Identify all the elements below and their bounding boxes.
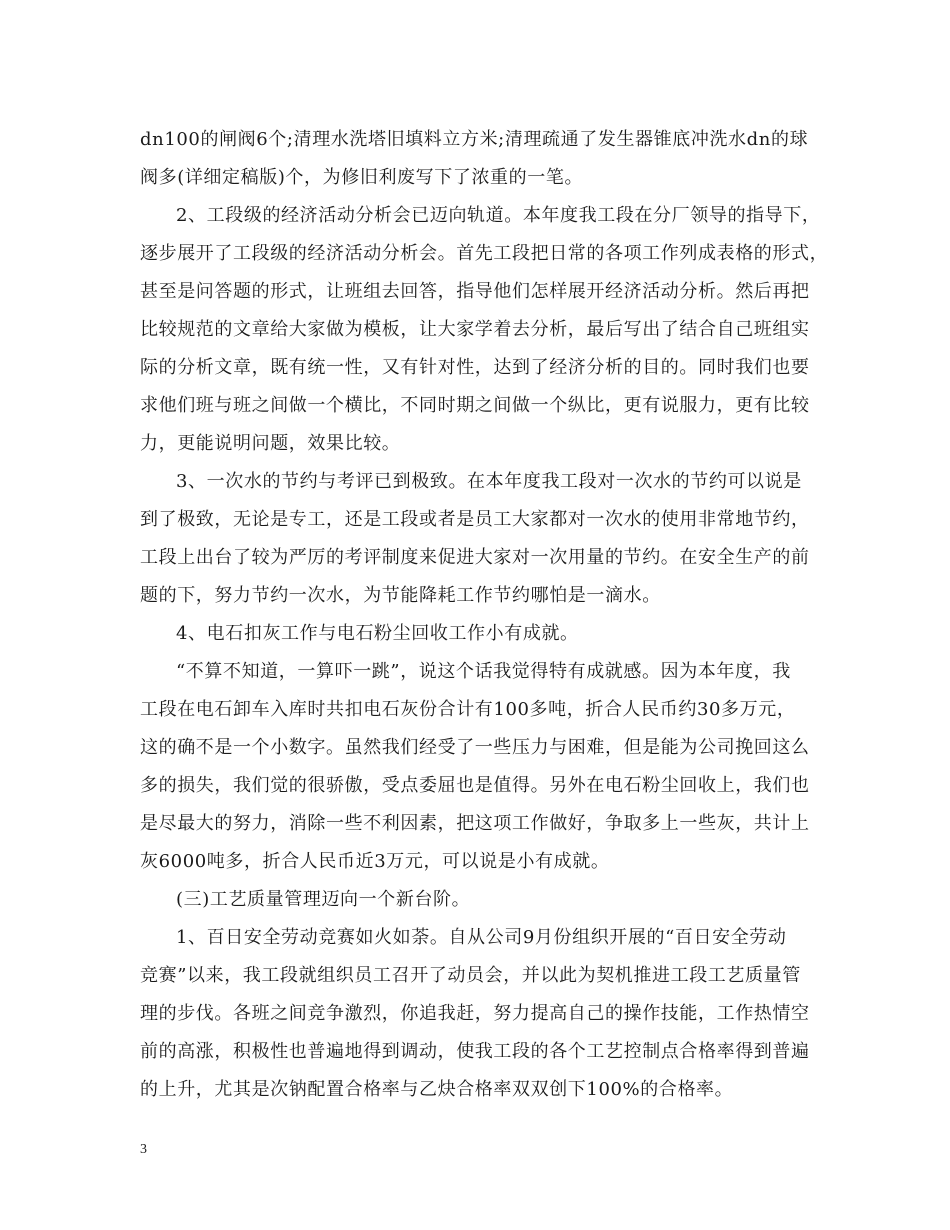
text-line: 多的损失，我们觉的很骄傲，受点委屈也是值得。另外在电石粉尘回收上，我们也 — [140, 775, 810, 796]
text-line: 到了极致，无论是专工，还是工段或者是员工大家都对一次水的使用非常地节约， — [140, 509, 810, 530]
page-number: 3 — [140, 1142, 147, 1157]
text-line: 际的分析文章，既有统一性，又有针对性，达到了经济分析的目的。同时我们也要 — [140, 357, 810, 378]
text-line: 理的步伐。各班之间竞争激烈，你追我赶，努力提高自己的操作技能，工作热情空 — [140, 1003, 810, 1024]
text-line: dn100的闸阀6个;清理水洗塔旧填料立方米;清理疏通了发生器锥底冲洗水dn的球 — [140, 129, 809, 150]
text-line: 2、工段级的经济活动分析会已迈向轨道。本年度我工段在分厂领导的指导下， — [176, 205, 821, 226]
text-line: 灰6000吨多，折合人民币近3万元，可以说是小有成就。 — [140, 851, 610, 872]
text-line: 求他们班与班之间做一个横比，不同时期之间做一个纵比，更有说服力，更有比较 — [140, 395, 810, 416]
text-line: 甚至是问答题的形式，让班组去回答，指导他们怎样展开经济活动分析。然后再把 — [140, 281, 810, 302]
text-line: 阀多(详细定稿版)个，为修旧利废写下了浓重的一笔。 — [140, 167, 584, 188]
text-line: 竞赛”以来，我工段就组织员工召开了动员会，并以此为契机推进工段工艺质量管 — [140, 965, 801, 986]
text-line: “不算不知道，一算吓一跳”，说这个话我觉得特有成就感。因为本年度，我 — [176, 661, 791, 682]
text-line: 4、电石扣灰工作与电石粉尘回收工作小有成就。 — [176, 623, 579, 644]
text-line: 工段在电石卸车入库时共扣电石灰份合计有100多吨，折合人民币约30多万元， — [140, 699, 796, 720]
text-line: 前的高涨，积极性也普遍地得到调动，使我工段的各个工艺控制点合格率得到普遍 — [140, 1041, 810, 1062]
text-line: 逐步展开了工段级的经济活动分析会。首先工段把日常的各项工作列成表格的形式， — [140, 243, 829, 264]
text-line: 这的确不是一个小数字。虽然我们经受了一些压力与困难，但是能为公司挽回这么 — [140, 737, 810, 758]
text-line: 工段上出台了较为严厉的考评制度来促进大家对一次用量的节约。在安全生产的前 — [140, 547, 810, 568]
text-line: 比较规范的文章给大家做为模板，让大家学着去分析，最后写出了结合自己班组实 — [140, 319, 810, 340]
text-line: 力，更能说明问题，效果比较。 — [140, 433, 401, 454]
text-line: 的上升，尤其是次钠配置合格率与乙炔合格率双双创下100%的合格率。 — [140, 1079, 734, 1100]
section-heading: (三)工艺质量管理迈向一个新台阶。 — [176, 889, 471, 910]
text-line: 是尽最大的努力，消除一些不利因素，把这项工作做好，争取多上一些灰，共计上 — [140, 813, 810, 834]
text-line: 题的下，努力节约一次水，为节能降耗工作节约哪怕是一滴水。 — [140, 585, 661, 606]
text-line: 3、一次水的节约与考评已到极致。在本年度我工段对一次水的节约可以说是 — [176, 471, 802, 492]
text-line: 1、百日安全劳动竞赛如火如荼。自从公司9月份组织开展的“百日安全劳动 — [176, 927, 787, 948]
